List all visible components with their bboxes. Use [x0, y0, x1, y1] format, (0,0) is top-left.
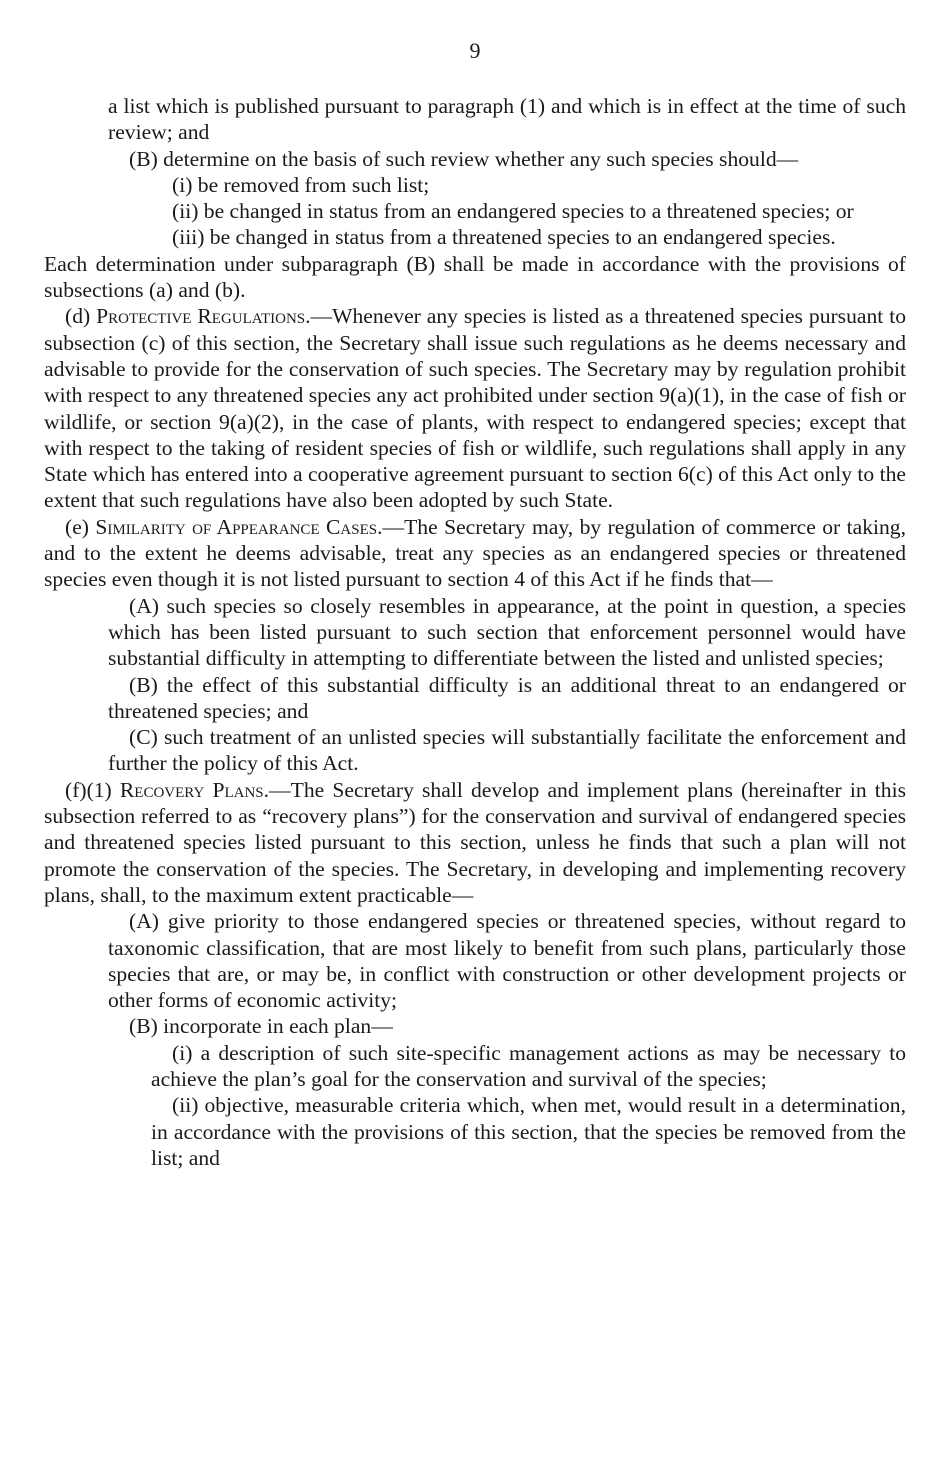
paragraph-c-B: (B) determine on the basis of such review whether any such species should— [129, 146, 799, 171]
document-body [44, 93, 906, 1171]
paragraph-e-B: (B) the effect of this substantial difficulty is an additional threat to an endangered or threatened species; and [108, 672, 906, 723]
section-label: (d) [65, 304, 97, 329]
paragraph-continuation: a list which is published pursuant to paragraph (1) and which is in effect at the time of such review; and [108, 94, 906, 145]
paragraph-e-A: (A) such species so closely resembles in appearance, at the point in question, a species which has been listed pursuant to such section that enforcement personnel would have substantial difficulty in attempting to differentiate between the listed and unlisted species; [108, 593, 906, 671]
section-label: (e) [65, 514, 96, 539]
paragraph-f1-B-ii: (ii) objective, measurable criteria which, when met, would result in a determination, in accordance with the provisions of this section, that the species be removed from the list; and [151, 1093, 906, 1170]
section-text: —The Secretary may, by regulation of commerce or taking, and to the extent he deems advisable, treat any species as an endangered species or threatened species even though it is not listed pursuant to section 4 of this Act if he finds that— [44, 514, 906, 592]
paragraph-c-B-i: (i) be removed from such list; [172, 172, 430, 197]
paragraph-f1-B: (B) incorporate in each plan— [129, 1014, 393, 1039]
paragraph-c-B-ii: (ii) be changed in status from an endangered species to a threatened species; or [172, 199, 854, 224]
paragraph-determination: Each determination under subparagraph (B) shall be made in accordance with the provisions of subsections (a) and (b). [44, 251, 906, 303]
section-label: (f)(1) [65, 777, 120, 802]
paragraph-e-C: (C) such treatment of an unlisted species will substantially facilitate the enforcement and further the policy of this Act. [108, 725, 906, 776]
section-text: —The Secretary shall develop and implement plans (hereinafter in this subsection referred to as “recovery plans”) for the conservation and survival of endangered species and threatened species listed pursuant to this section, unless he finds that such a plan will not promote the conservation of the species. The Secretary, in developing and implementing recovery plans, shall, to the maximum extent practicable— [44, 777, 907, 907]
paragraph-e-similarity [44, 514, 906, 593]
section-heading: Similarity of Appearance Cases. [95, 514, 383, 539]
paragraph-f1-recovery-plans [44, 777, 906, 908]
paragraph-f1-A: (A) give priority to those endangered species or threatened species, without regard to taxonomic classification, that are most likely to benefit from such plans, particularly those species that are, or may be, in conflict with construction or other development projects or other forms of economic activity; [108, 909, 906, 1013]
page-number: 9 [469, 38, 481, 63]
section-heading: Protective Regulations. [96, 304, 311, 329]
section-heading: Recovery Plans. [119, 777, 270, 802]
paragraph-d-protective-regulations [44, 303, 906, 513]
paragraph-c-B-iii: (iii) be changed in status from a threatened species to an endangered species. [172, 225, 836, 250]
section-text: —Whenever any species is listed as a threatened species pursuant to subsection (c) of this section, the Secretary shall issue such regulations as he deems necessary and advisable to provide for the conservation of such species. The Secretary may by regulation prohibit with respect to any threatened species any act prohibited under section 9(a)(1), in the case of fish or wildlife, or section 9(a)(2), in the case of plants, with respect to endangered species; except that with respect to the taking of resident species of fish or wildlife, such regulations shall apply in any State which has entered into a cooperative agreement pursuant to section 6(c) of this Act only to the extent that such regulations have also been adopted by such State. [44, 304, 906, 513]
paragraph-f1-B-i: (i) a description of such site-specific management actions as may be necessary to achieve the plan’s goal for the conservation and survival of the species; [151, 1040, 906, 1091]
